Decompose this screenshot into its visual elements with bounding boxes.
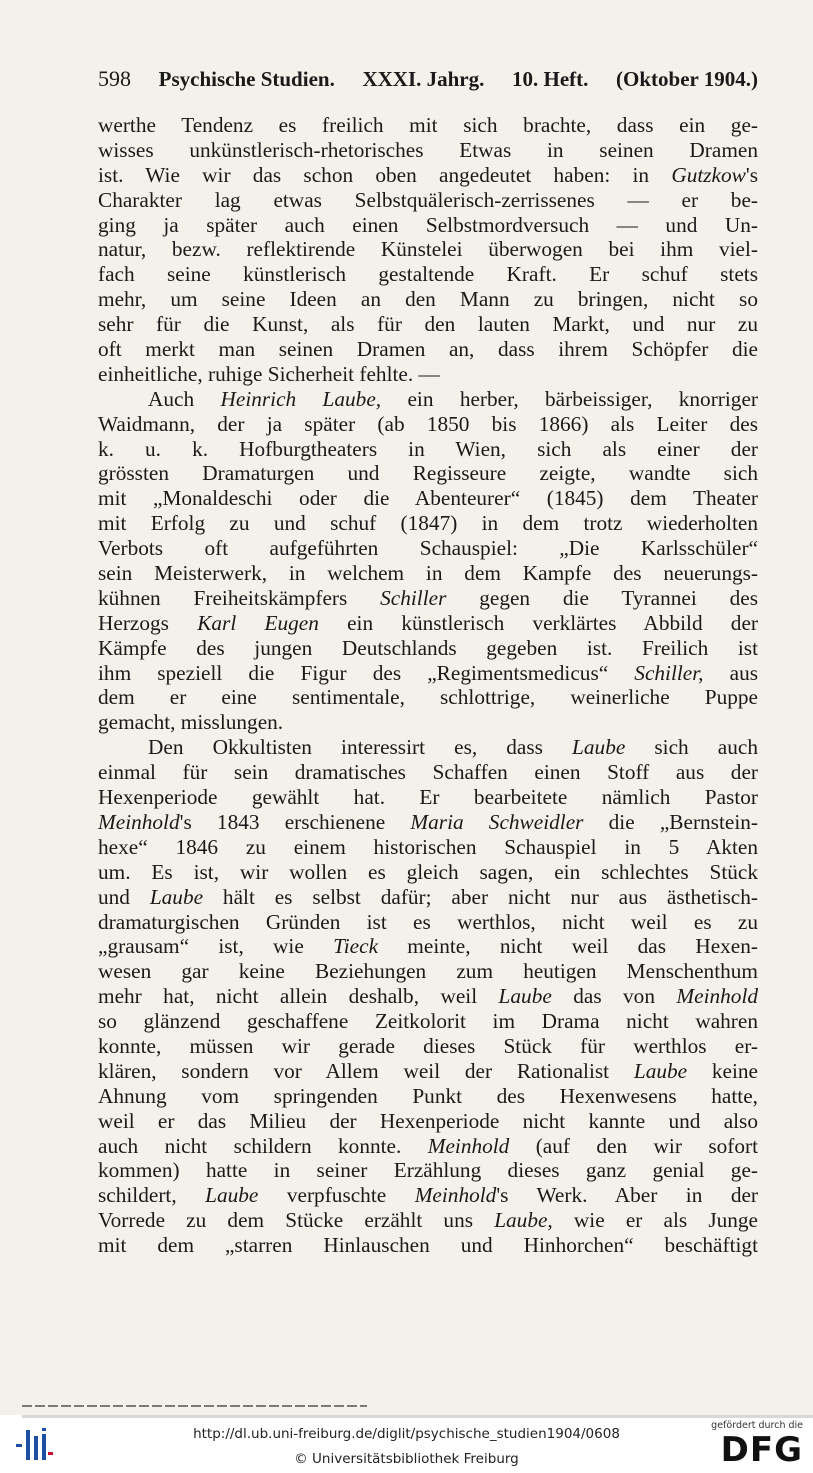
text-run: Verbots oft aufgeführten Schauspiel: „Die Karlsschüler“ [98,536,758,561]
text-run: 's [745,162,758,187]
text-line [98,1034,758,1059]
italic-name: Gutzkow [671,162,746,187]
italic-name: Tieck [333,934,379,959]
text-line [98,312,758,337]
text-run: um. Es ist, wir wollen es gleich sagen, ein schlechtes Stück [98,859,758,884]
text-line [98,785,758,810]
dfg-logo: DFG [720,1430,803,1470]
text-run: wisses unkünstlerisch-rhetorisches Etwas in seinen Dramen [98,137,758,162]
text-run: mit „Monaldeschi oder die Abenteurer“ (1845) dem Theater [98,486,758,511]
text-run: (auf den wir sofort [509,1133,758,1158]
text-run: klären, sondern vor Allem weil der Rationalist [98,1058,634,1083]
text-run: wie er als Junge [552,1208,759,1233]
text-run: Kämpfe des jungen Deutschlands gegeben ist. Freilich ist [98,635,758,660]
source-url-link[interactable]: http://dl.ub.uni-freiburg.de/diglit/psychische_studien1904/0608 [193,1426,620,1442]
text-line [98,611,758,636]
journal-title: Psychische Studien. [158,66,335,91]
text-line [98,511,758,536]
text-run: Charakter lag etwas Selbstquälerisch-zerrissenes — er be- [98,187,758,212]
text-line [98,113,758,138]
body-text [98,113,758,1258]
text-run: schildert, [98,1183,206,1208]
text-line [98,362,758,387]
text-line [98,1109,758,1134]
text-line [98,1009,758,1034]
text-run: ist. Wie wir das schon oben angedeutet haben: in [98,162,672,187]
text-run: 's Werk. Aber in der [496,1183,759,1208]
text-run: dramaturgischen Gründen ist es werthlos, nicht weil es zu [98,909,758,934]
italic-name: Laube [572,735,626,760]
italic-name: Schiller, [634,660,704,685]
text-run: auch nicht schildern konnte. [98,1133,428,1158]
text-run: ging ja später auch einen Selbstmordversuch — und Un- [98,212,758,237]
text-line [98,412,758,437]
text-run: ihm speziell die Figur des „Regimentsmedicus“ [98,660,635,685]
text-run: und [98,884,150,909]
text-run: kühnen Freiheitskämpfers [98,585,381,610]
text-line [98,1158,758,1183]
italic-name: Meinhold [98,809,180,834]
text-run: „grausam“ ist, wie [98,934,334,959]
italic-name: Meinhold [414,1183,497,1208]
text-run: keine [687,1058,758,1083]
text-run: die „Bernstein- [583,809,758,834]
text-line [98,910,758,935]
text-line [98,710,758,735]
text-line [98,1233,758,1258]
text-run: fach seine künstlerisch gestaltende Kraft. Er schuf stets [98,262,758,287]
text-run: kommen) hatte in seiner Erzählung dieses ganz genial ge- [98,1158,758,1183]
text-line [98,1183,758,1208]
bleed-through-rule [22,1405,367,1407]
text-run: Ahnung vom springenden Punkt des Hexenwesens hatte, [98,1083,758,1108]
text-run: 's 1843 erschienene [179,809,411,834]
text-line [98,860,758,885]
text-line [98,934,758,959]
running-header [98,62,758,96]
text-run: gegen die Tyrannei des [446,585,758,610]
text-line [98,685,758,710]
text-line [98,486,758,511]
text-run: natur, bezw. reflektirende Künstelei überwogen bei ihm viel- [98,237,758,262]
text-run: gemacht, misslungen. [98,710,284,735]
issue-date: (Oktober 1904.) [616,66,758,91]
text-run: sich auch [625,735,758,760]
text-run: mit Erfolg zu und schuf (1847) in dem trotz wiederholten [98,511,758,536]
text-line [98,213,758,238]
text-run: weil er das Milieu der Hexenperiode nicht kannte und also [98,1108,758,1133]
text-run: aus [703,660,759,685]
text-run: konnte, müssen wir gerade dieses Stück für werthlos er- [98,1033,758,1058]
text-line [98,188,758,213]
italic-name: Laube [149,884,204,909]
italic-name: Heinrich Laube, [220,386,382,411]
italic-name: Maria Schweidler [410,809,584,834]
text-run: wesen gar keine Beziehungen zum heutigen Menschenthum [98,959,758,984]
text-line [98,461,758,486]
text-line [98,1059,758,1084]
text-run: oft merkt man seinen Dramen an, dass ihrem Schöpfer die [98,337,758,362]
text-run: grössten Dramaturgen und Regisseure zeigte, wandte sich [98,461,758,486]
text-run: Den Okkultisten interessirt es, dass [148,735,573,760]
text-run: werthe Tendenz es freilich mit sich brachte, dass ein ge- [98,113,758,137]
text-run: Herzogs [98,610,198,635]
text-line [98,959,758,984]
text-line [98,1084,758,1109]
text-line [98,1208,758,1233]
volume: XXXI. Jahrg. [362,66,485,91]
text-run: einmal für sein dramatisches Schaffen einen Stoff aus der [98,760,758,785]
text-line [98,735,758,760]
text-line [98,984,758,1009]
text-line [98,287,758,312]
text-run: so glänzend geschaffene Zeitkolorit im Drama nicht wahren [98,1009,758,1034]
text-run: Auch [148,386,221,411]
text-line [98,1134,758,1159]
page-number: 598 [98,66,131,91]
text-line [98,237,758,262]
text-run: mehr, um seine Ideen an den Mann zu bringen, nicht so [98,287,758,312]
text-run: das von [551,984,677,1009]
text-run: k. u. k. Hofburgtheaters in Wien, sich als einer der [98,436,758,461]
issue: 10. Heft. [512,66,589,91]
italic-name: Meinhold [676,984,759,1009]
text-run: meinte, nicht weil das Hexen- [378,934,758,959]
text-line [98,262,758,287]
text-run: ein herber, bärbeissiger, knorriger [381,386,758,411]
text-line [98,810,758,835]
text-run: sehr für die Kunst, als für den lauten Markt, und nur zu [98,312,758,337]
text-run: Hexenperiode gewählt hat. Er bearbeitete nämlich Pastor [98,785,758,810]
text-run: mehr hat, nicht allein deshalb, weil [98,984,499,1009]
text-line [98,337,758,362]
italic-name: Laube [633,1058,688,1083]
text-run: einheitliche, ruhige Sicherheit fehlte. — [98,361,440,386]
text-line [98,536,758,561]
text-run: hexe“ 1846 zu einem historischen Schauspiel in 5 Akten [98,834,758,859]
text-run: sein Meisterwerk, in welchem in dem Kampfe des neuerungs- [98,561,758,586]
dfg-caption: gefördert durch die [711,1420,803,1431]
italic-name: Laube [205,1183,259,1208]
text-line [98,885,758,910]
text-line [98,437,758,462]
text-run: Vorrede zu dem Stücke erzählt uns [98,1208,495,1233]
text-line [98,138,758,163]
text-line [98,661,758,686]
italic-name: Laube [498,984,552,1009]
italic-name: Meinhold [427,1133,510,1158]
text-run: dem er eine sentimentale, schlottrige, weinerliche Puppe [98,685,758,710]
text-run: hält es selbst dafür; aber nicht nur aus ästhetisch- [203,884,758,909]
text-line [98,387,758,412]
italic-name: Karl Eugen [197,610,319,635]
copyright-notice: © Universitätsbibliothek Freiburg [294,1451,519,1467]
text-line [98,760,758,785]
text-line [98,835,758,860]
italic-name: Laube, [494,1208,553,1233]
italic-name: Schiller [380,585,447,610]
text-line [98,636,758,661]
text-run: Waidmann, der ja später (ab 1850 bis 1866) als Leiter des [98,411,758,436]
text-run: ein künstlerisch verklärtes Abbild der [318,610,758,635]
text-line [98,561,758,586]
text-line [98,586,758,611]
text-run: mit dem „starren Hinlauschen und Hinhorchen“ beschäftigt [98,1233,758,1258]
text-line [98,163,758,188]
text-run: verpfuschte [258,1183,415,1208]
